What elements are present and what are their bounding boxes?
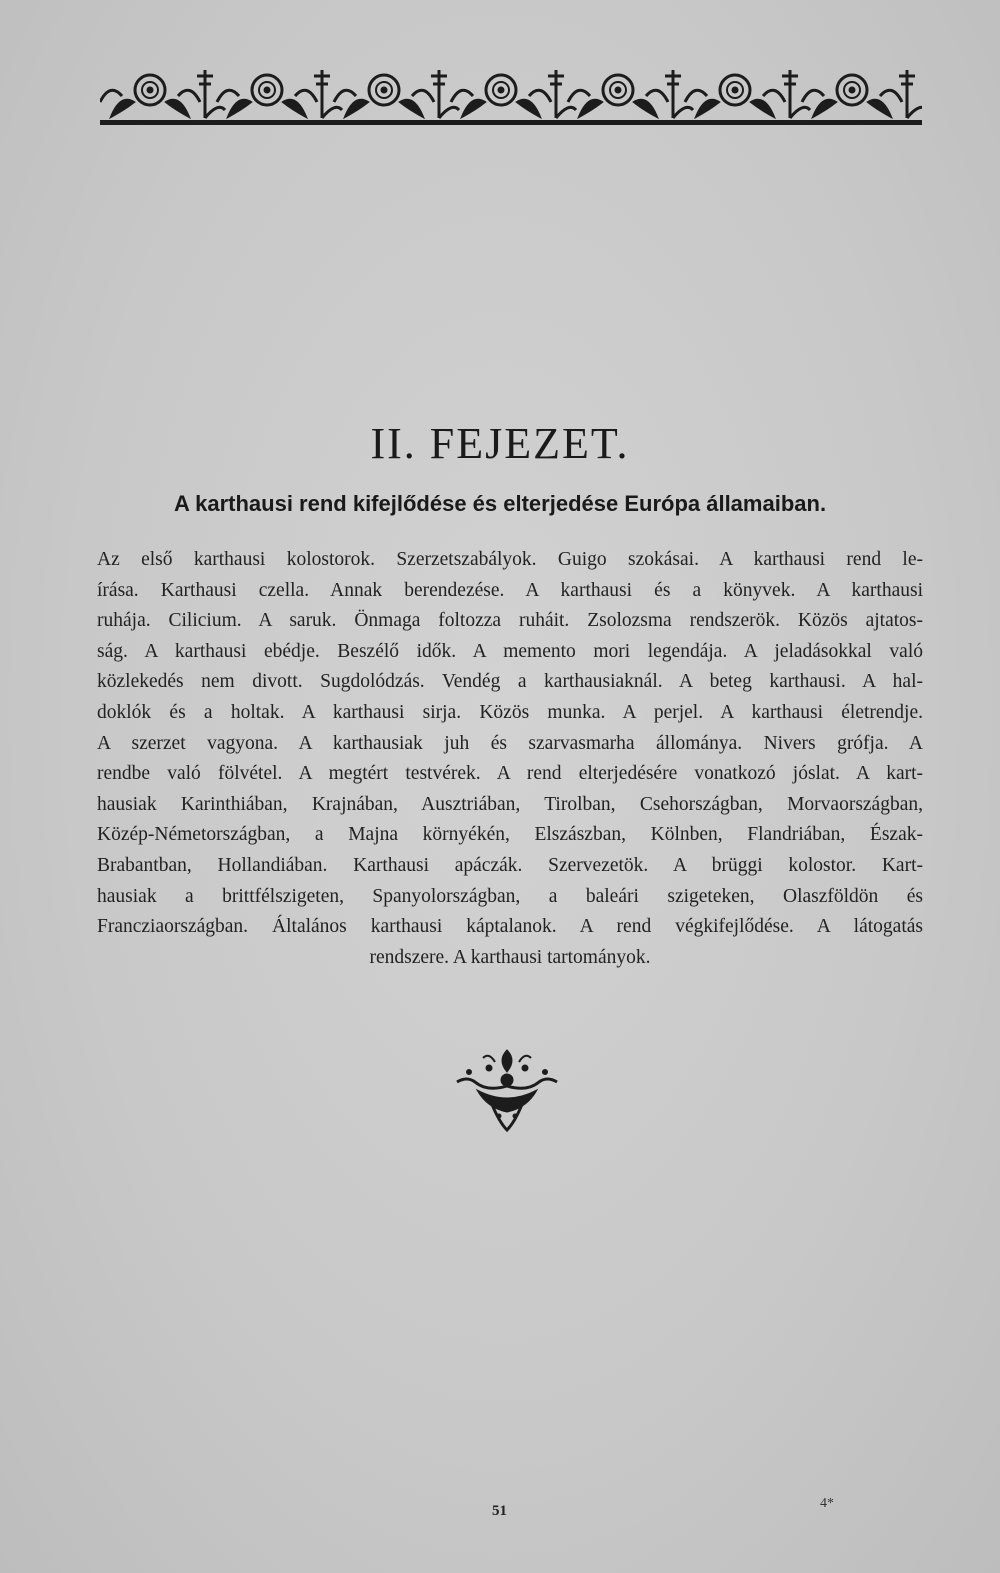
- decorative-floral-border: [100, 62, 922, 128]
- page-number: 51: [492, 1503, 507, 1519]
- signature-mark: 4*: [820, 1496, 834, 1511]
- summary-line: Brabantban, Hollandiában. Karthausi apáczák. Szervezetök. A brüggi kolostor. Kart-: [97, 854, 923, 876]
- summary-line: A szerzet vagyona. A karthausiak juh és szarvasmarha állománya. Nivers grófja. A: [97, 732, 923, 754]
- summary-line: hausiak a brittfélszigeten, Spanyolországban, a baleári szigeteken, Olaszföldön és: [97, 885, 923, 907]
- summary-line: Francziaországban. Általános karthausi káptalanok. A rend végkifejlődése. A látogatás: [97, 916, 923, 938]
- chapter-title: II. FEJEZET.: [370, 419, 630, 468]
- summary-line: Az első karthausi kolostorok. Szerzetszabályok. Guigo szokásai. A karthausi rend le-: [97, 549, 923, 570]
- summary-line: írása. Karthausi czella. Annak berendezése. A karthausi és a könyvek. A karthausi: [97, 579, 923, 601]
- summary-line: rendszere. A karthausi tartományok.: [369, 946, 651, 968]
- summary-line: hausiak Karinthiában, Krajnában, Ausztriában, Tirolban, Csehországban, Morvaországban,: [97, 793, 923, 815]
- summary-line: ruhája. Cilicium. A saruk. Önmaga foltozza ruháit. Zsolozsma rendszerök. Közös ajtatos-: [97, 610, 923, 632]
- summary-line: doklók és a holtak. A karthausi sirja. Közös munka. A perjel. A karthausi életrendje.: [97, 701, 923, 723]
- summary-line: közlekedés nem divott. Sugdolódzás. Vendég a karthausiaknál. A beteg karthausi. A hal-: [97, 671, 923, 693]
- summary-line: Közép-Németországban, a Majna környékén, Elszászban, Kölnben, Flandriában, Észak-: [97, 824, 923, 846]
- floral-vignette-ornament: [447, 1042, 567, 1134]
- chapter-summary: [97, 545, 923, 973]
- summary-line: rendbe való fölvétel. A megtért testvérek. A rend elterjedésére vonatkozó jóslat. A kart-: [97, 763, 923, 785]
- summary-line: ság. A karthausi ebédje. Beszélő idők. A memento mori legendája. A jeladásokkal való: [97, 640, 923, 662]
- chapter-subtitle: A karthausi rend kifejlődése és elterjedése Európa államaiban.: [173, 491, 827, 516]
